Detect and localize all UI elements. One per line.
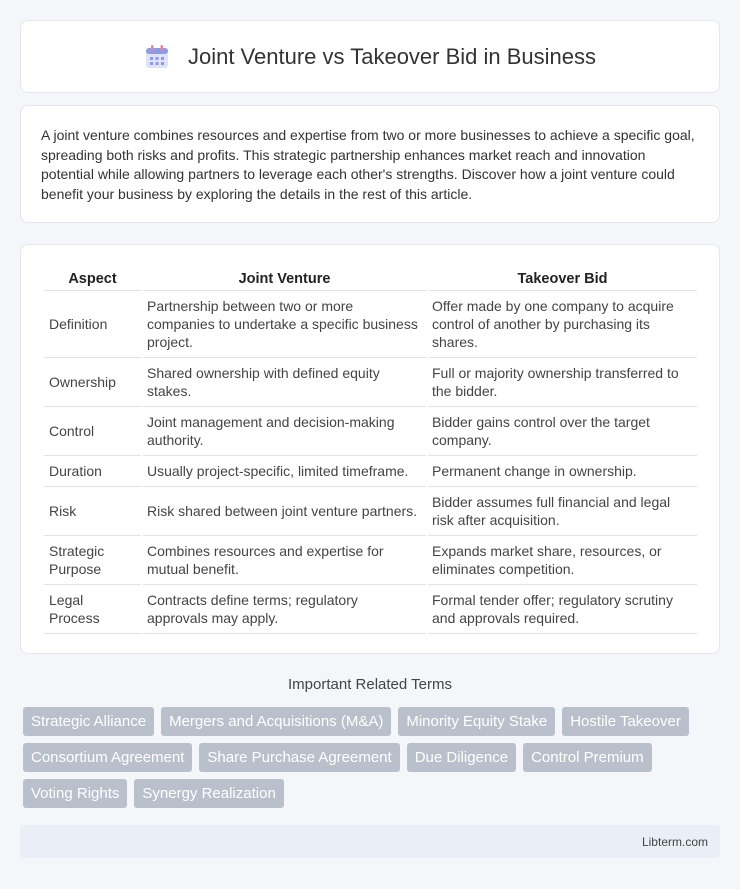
page-title: Joint Venture vs Takeover Bid in Business [187,43,597,69]
tag-due-diligence[interactable]: Due Diligence [407,743,516,772]
comparison-table [42,265,699,634]
takeover-bid-cell: Formal tender offer; regulatory scrutiny and approvals required. [428,584,697,634]
tag-control-premium[interactable]: Control Premium [523,743,652,772]
aspect-cell: Ownership [44,357,141,406]
joint-venture-cell: Contracts define terms; regulatory approvals may apply. [143,584,426,634]
joint-venture-cell: Usually project-specific, limited timeframe. [143,455,426,486]
tag-strategic-alliance[interactable]: Strategic Alliance [23,707,154,736]
related-terms-title: Important Related Terms [288,676,452,693]
footer [20,825,720,858]
tag-synergy-realization[interactable]: Synergy Realization [134,779,283,808]
related-terms-list [23,707,723,808]
tag-voting-rights[interactable]: Voting Rights [23,779,127,808]
tag-hostile-takeover[interactable]: Hostile Takeover [562,707,689,736]
takeover-bid-cell: Bidder gains control over the target company. [428,406,697,455]
table-row [44,584,697,634]
aspect-cell: Risk [44,486,141,535]
tag-share-purchase-agreement[interactable]: Share Purchase Agreement [199,743,399,772]
table-row [44,455,697,486]
tag-consortium-agreement[interactable]: Consortium Agreement [23,743,192,772]
joint-venture-cell: Partnership between two or more companies to undertake a specific business project. [143,290,426,357]
joint-venture-cell: Risk shared between joint venture partners. [143,486,426,535]
aspect-cell: Legal Process [44,584,141,634]
table-row [44,406,697,455]
takeover-bid-cell: Permanent change in ownership. [428,455,697,486]
joint-venture-cell: Shared ownership with defined equity stakes. [143,357,426,406]
calendar-icon [144,44,170,70]
tag-mergers-and-acquisitions[interactable]: Mergers and Acquisitions (M&A) [161,707,391,736]
intro-card [20,105,720,223]
table-header-row [44,265,697,290]
takeover-bid-cell: Bidder assumes full financial and legal risk after acquisition. [428,486,697,535]
table-row [44,290,697,357]
column-header-takeover-bid: Takeover Bid [517,271,608,287]
table-row [44,535,697,584]
footer-site-link[interactable]: Libterm.com [641,835,708,849]
intro-paragraph: A joint venture combines resources and expertise from two or more businesses to achieve a specific goal, spreading both risks and profits. This strategic partnership enhances market reach and innovation potential while allowing partners to leverage each other's strengths. Discover how a joint venture could benefit your business by exploring the details in the rest of this article. [41,127,695,202]
column-header-aspect: Aspect [68,271,117,287]
joint-venture-cell: Joint management and decision-making authority. [143,406,426,455]
takeover-bid-cell: Expands market share, resources, or eliminates competition. [428,535,697,584]
table-row [44,357,697,406]
aspect-cell: Control [44,406,141,455]
column-header-joint-venture: Joint Venture [238,271,331,287]
aspect-cell: Duration [44,455,141,486]
takeover-bid-cell: Offer made by one company to acquire control of another by purchasing its shares. [428,290,697,357]
joint-venture-cell: Combines resources and expertise for mutual benefit. [143,535,426,584]
table-row [44,486,697,535]
tag-minority-equity-stake[interactable]: Minority Equity Stake [398,707,555,736]
comparison-card [20,244,720,654]
aspect-cell: Strategic Purpose [44,535,141,584]
takeover-bid-cell: Full or majority ownership transferred to the bidder. [428,357,697,406]
title-card [20,20,720,93]
aspect-cell: Definition [44,290,141,357]
